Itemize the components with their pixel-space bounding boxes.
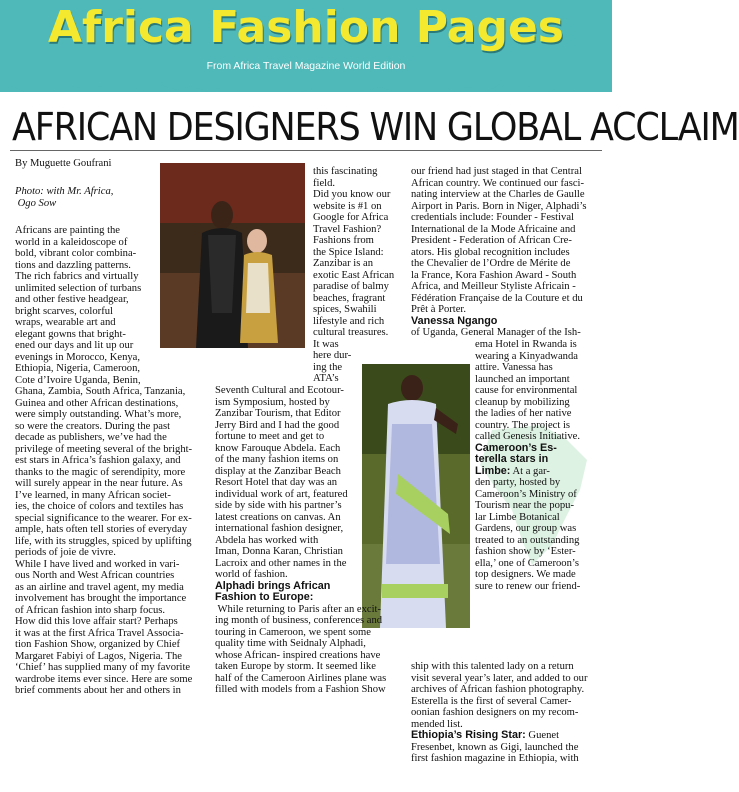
text-line: will surely appear in the near future. As <box>15 478 183 489</box>
text-line: Guinea and other African destinations, <box>15 397 179 409</box>
text-line: evenings in Morocco, Kenya, <box>15 351 141 363</box>
text-line: den party, hosted by <box>475 477 561 488</box>
text-line: ened our days and lit up our <box>15 340 134 351</box>
column-3-wide <box>411 661 587 765</box>
cameroon-heading-line: Cameroon’s Es- <box>475 441 557 454</box>
text-line: Tourism near the popu- <box>475 500 574 511</box>
limbe-line <box>475 466 580 478</box>
text-line: decade as publishers, we’ve had the <box>15 432 167 443</box>
text-line: lar Limbe Botanical <box>475 511 560 523</box>
text-line: and other festive headgear, <box>15 294 129 305</box>
text-line: unlimited selection of turbans <box>15 282 142 294</box>
text-line: cleanup by mobilizing <box>475 396 570 408</box>
text-line: It was <box>313 338 339 350</box>
text-line: special significance to the wearer. For ex- <box>15 512 192 524</box>
text-line: display at the Zanzibar Beach <box>215 465 341 477</box>
text-line: international fashion designer, <box>215 523 344 534</box>
text-line: individual work of art, featured <box>215 488 348 500</box>
column-1-lines <box>15 225 192 697</box>
text-line: world of fashion. <box>215 569 288 580</box>
text-line: International de la Mode Africaine and <box>411 223 576 235</box>
text-line: quality time with Seidnaly Alphadi, <box>215 638 366 649</box>
text-line: archives of African fashion photography. <box>411 684 585 695</box>
text-line: oonian fashion designers on my recom- <box>411 707 579 718</box>
text-line: fashion show by ‘Ester- <box>475 546 576 557</box>
text-line: Travel Fashion? <box>313 223 382 235</box>
text-line: first fashion magazine in Ethiopia, with <box>411 753 579 764</box>
text-line: Cameroon’s Ministry of <box>475 488 577 500</box>
vanessa-lines <box>475 339 580 443</box>
text-line: ella,’ one of Cameroon’s <box>475 557 579 569</box>
text-line: half of the Cameroon Airlines plane was <box>215 672 387 684</box>
column-2-main <box>215 385 386 696</box>
text-line: sure to renew our friend- <box>475 580 581 592</box>
text-line: Zanzibar Tourism, that Editor <box>215 408 341 419</box>
column-2-top <box>313 166 394 385</box>
text-line: Lacroix and other names in the <box>215 557 347 569</box>
text-line: Ethiopia, Nigeria, Cameroon, <box>15 363 141 374</box>
text-line: Fashions from <box>313 235 374 246</box>
text-line: side by side with his partner’s <box>215 500 342 511</box>
text-line: our friend had just staged in that Central <box>411 166 582 177</box>
vanessa-first-line: of Uganda, General Manager of the Ish- <box>411 327 581 338</box>
text-line: wearing a Kinyadwanda <box>475 350 578 362</box>
text-line: country. The project is <box>475 419 571 431</box>
text-line: it was at the first Africa Travel Associa- <box>15 627 184 639</box>
text-line: ators. His global recognition includes <box>411 246 570 258</box>
text-line: world in a kaleidoscope of <box>15 236 128 248</box>
text-line: est stars in Africa’s fashion galaxy, and <box>15 455 181 466</box>
text-line: Africans are painting the <box>15 225 121 236</box>
text-line: nating interview at the Charles de Gaulle <box>411 189 585 200</box>
text-line: While I have lived and worked in vari- <box>15 558 180 570</box>
column-2-top-lines <box>313 166 394 385</box>
text-line: Cote d’Ivoire Uganda, Benin, <box>15 374 141 386</box>
text-line: Fédération Française de la Couture et du <box>411 292 583 304</box>
banner-title: Africa Fashion Pages <box>48 2 564 53</box>
ethiopia-first: Guenet <box>525 730 560 741</box>
alphadi-heading-line: Alphadi brings African <box>215 579 331 592</box>
text-line: know Farouque Abdela. Each <box>215 442 341 454</box>
text-line: top designers. We made <box>475 569 576 580</box>
headline-rule <box>10 150 602 151</box>
text-line: field. <box>313 177 336 189</box>
text-line: ema Hotel in Rwanda is <box>475 339 577 350</box>
text-line: the ladies of her native <box>475 408 572 419</box>
limbe-heading: Limbe: <box>475 464 511 477</box>
text-line: taken Europe by storm. It seemed like <box>215 661 376 672</box>
text-line: Ghana, Zambia, South Africa, Tanzania, <box>15 386 186 397</box>
ethiopia-line <box>411 730 587 742</box>
text-line: were simply outstanding. What’s more, <box>15 409 182 420</box>
text-line: attire. Vanessa has <box>475 362 553 373</box>
column-3 <box>411 166 606 339</box>
text-line: website is #1 on <box>313 200 382 212</box>
text-line: privilege of meeting several of the bright- <box>15 443 193 455</box>
text-line: filled with models from a Fashion Show <box>215 684 386 695</box>
text-line: elegant gowns that bright- <box>15 328 126 340</box>
text-line: la France, Kora Fashion Award - South <box>411 269 577 281</box>
text-line: ies, the choice of colors and textiles has <box>15 501 184 512</box>
text-line: Fresenbet, known as Gigi, launched the <box>411 741 579 753</box>
text-line: ‘Chief’ has supplied many of my favorite <box>15 662 191 673</box>
text-line: bright scarves, colorful <box>15 305 113 317</box>
text-line: visit several year’s later, and added to our <box>411 672 588 684</box>
column-3-top-lines <box>411 166 606 316</box>
text-line: ATA’s <box>313 373 339 384</box>
column-1 <box>15 225 192 697</box>
text-line: Esterella is the first of several Camer- <box>411 695 572 707</box>
text-line: whose African- inspired creations have <box>215 649 381 661</box>
ethiopia-lines <box>411 742 587 765</box>
text-line: Seventh Cultural and Ecotour- <box>215 385 344 396</box>
text-line: thanks to the magic of serendipity, more <box>15 466 186 478</box>
text-line: brief comments about her and others in <box>15 685 181 696</box>
text-line: beaches, fragrant <box>313 292 386 304</box>
alphadi-heading-line: Fashion to Europe: <box>215 591 314 603</box>
text-line: Did you know our <box>313 189 391 200</box>
text-line: launched an important <box>475 373 570 385</box>
photo-caption <box>15 186 165 209</box>
text-line: as an airline and travel agent, my media <box>15 581 184 593</box>
text-line: While returning to Paris after an excit- <box>215 603 382 615</box>
text-line: Prêt à Porter. <box>411 304 467 315</box>
text-line: spices, Swahili <box>313 304 377 315</box>
text-line: touring in Cameroon, we spent some <box>215 626 371 638</box>
ethiopia-heading: Ethiopia’s Rising Star: <box>411 729 526 741</box>
byline: By Muguette Goufrani <box>15 158 112 169</box>
text-line: ship with this talented lady on a return <box>411 661 574 672</box>
vanessa-heading: Vanessa Ngango <box>411 314 498 327</box>
text-line: wardrobe items ever since. Here are some <box>15 673 193 685</box>
text-line: ing month of business, conferences and <box>215 615 383 626</box>
caption-line: Photo: with Mr. Africa, <box>15 186 114 197</box>
text-line: Abdela has worked with <box>215 534 319 546</box>
text-line: Jerry Bird and I had the good <box>215 419 340 431</box>
cameroon-heading-line: terella stars in <box>475 453 549 465</box>
text-line: cause for environmental <box>475 385 578 396</box>
text-line: Gardens, our group was <box>475 523 577 534</box>
text-line: paradise of balmy <box>313 281 389 292</box>
text-line: of the many fashion items on <box>215 454 339 465</box>
text-line: Iman, Donna Karan, Christian <box>215 546 343 557</box>
text-line: this fascinating <box>313 166 378 177</box>
text-line: ample, hats often tell stories of everyday <box>15 524 188 535</box>
text-line: periods of joie de vivre. <box>15 547 116 558</box>
text-line: credentials include: Founder - Festival <box>411 212 574 223</box>
text-line: the Chevalier de l’Ordre de Mérite de <box>411 258 571 269</box>
text-line: Margaret Fabiyi of Lagos, Nigeria. The <box>15 650 183 662</box>
banner-subtitle: From Africa Travel Magazine World Edition <box>206 60 406 72</box>
text-line: ism Symposium, hosted by <box>215 396 330 408</box>
text-line: How did this love affair start? Perhaps <box>15 616 178 627</box>
text-line: of African fashion into sharp focus. <box>15 604 166 616</box>
text-line: Zanzibar is an <box>313 258 374 269</box>
text-line: involvement has brought the importance <box>15 593 187 604</box>
text-line: The rich fabrics and virtually <box>15 271 139 282</box>
limbe-first: At a gar- <box>510 465 550 477</box>
text-line: bold, vibrant color combina- <box>15 248 137 259</box>
text-line: I’ve learned, in many African societ- <box>15 489 171 501</box>
text-line: lifestyle and rich <box>313 315 385 327</box>
column-2-tail-lines <box>215 604 386 696</box>
text-line: so were the creators. During the past <box>15 420 171 432</box>
caption-line: Ogo Sow <box>15 197 57 209</box>
text-line: treated to an outstanding <box>475 534 580 546</box>
text-line: tions and dazzling patterns. <box>15 259 131 271</box>
text-line: exotic East African <box>313 269 395 281</box>
text-line: life, with its struggles, spiced by uplifting <box>15 535 192 547</box>
text-line: President - Federation of African Cre- <box>411 235 572 246</box>
limbe-lines <box>475 477 580 592</box>
banner-torn-edge <box>0 78 612 98</box>
text-line: Resort Hotel that day was an <box>215 477 338 488</box>
text-line: latest creations on canvas. An <box>215 511 341 523</box>
headline: AFRICAN DESIGNERS WIN GLOBAL ACCLAIM <box>12 106 739 150</box>
text-line: cultural treasures. <box>313 327 389 338</box>
column-3-vanessa <box>475 339 580 592</box>
text-line: the Spice Island: <box>313 246 384 258</box>
text-line: Airport in Paris. Born in Niger, Alphadi’s <box>411 200 587 212</box>
text-line: ous North and West African countries <box>15 570 175 581</box>
text-line: African country. We continued our fasci- <box>411 177 584 189</box>
text-line: Google for Africa <box>313 212 389 223</box>
column-2-main-lines <box>215 385 386 581</box>
text-line: tion Fashion Show, organized by Chief <box>15 639 181 650</box>
text-line: ing the <box>313 361 343 373</box>
text-line: fortune to meet and get to <box>215 431 325 442</box>
text-line: mended list. <box>411 718 463 730</box>
column-3-wide-lines <box>411 661 587 730</box>
text-line: called Genesis Initiative. <box>475 431 581 442</box>
text-line: here dur- <box>313 350 352 361</box>
text-line: Africa, and Meilleur Styliste Africain - <box>411 281 576 292</box>
text-line: wraps, wearable art and <box>15 317 116 328</box>
